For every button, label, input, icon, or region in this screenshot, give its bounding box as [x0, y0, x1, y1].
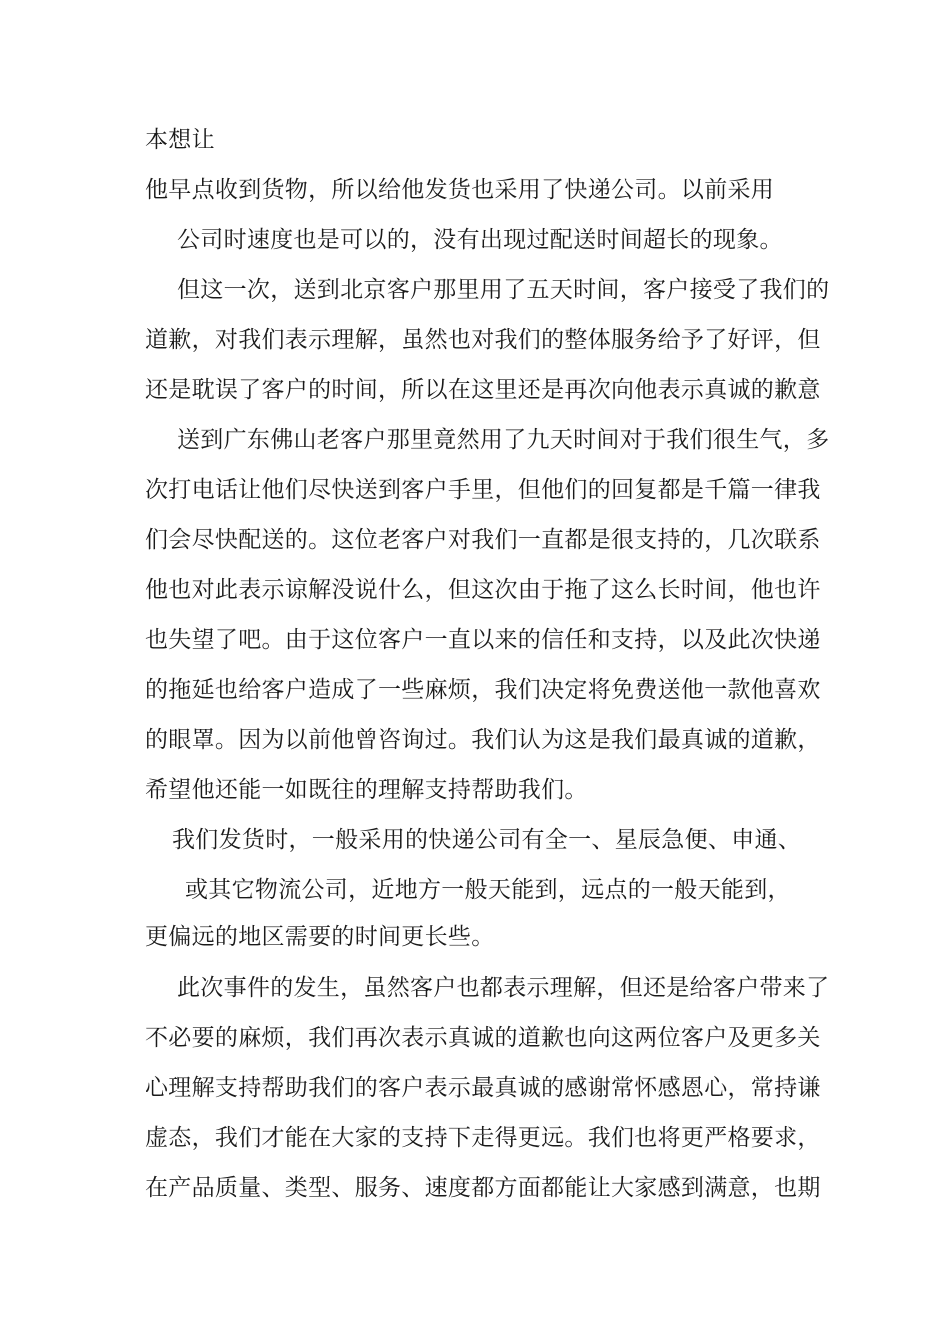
text-line-19: 不必要的麻烦，我们再次表示真诚的道歉也向这两位客户及更多关 — [145, 1025, 821, 1051]
text-line-4: 但这一次，送到北京客户那里用了五天时间，客户接受了我们的 — [177, 277, 830, 303]
text-line-18: 此次事件的发生，虽然客户也都表示理解，但还是给客户带来了 — [177, 975, 830, 1001]
text-line-8: 次打电话让他们尽快送到客户手里，但他们的回复都是千篇一律我 — [145, 477, 821, 503]
text-line-22: 在产品质量、类型、服务、速度都方面都能让大家感到满意，也期 — [145, 1175, 821, 1201]
text-line-10: 他也对此表示谅解没说什么，但这次由于拖了这么长时间，他也许 — [145, 577, 821, 603]
text-line-1: 本想让 — [145, 127, 215, 153]
text-line-9: 们会尽快配送的。这位老客户对我们一直都是很支持的，几次联系 — [145, 527, 821, 553]
text-line-14: 希望他还能一如既往的理解支持帮助我们。 — [145, 777, 588, 803]
text-line-15: 我们发货时，一般采用的快递公司有全一、星辰急便、申通、 — [172, 827, 802, 853]
text-line-12: 的拖延也给客户造成了一些麻烦，我们决定将免费送他一款他喜欢 — [145, 677, 821, 703]
text-line-7: 送到广东佛山老客户那里竟然用了九天时间对于我们很生气，多 — [177, 427, 830, 453]
text-line-16: 或其它物流公司，近地方一般天能到，远点的一般天能到， — [185, 877, 791, 903]
text-line-5: 道歉，对我们表示理解，虽然也对我们的整体服务给予了好评，但 — [145, 327, 821, 353]
text-line-13: 的眼罩。因为以前他曾咨询过。我们认为这是我们最真诚的道歉， — [145, 727, 821, 753]
text-line-2: 他早点收到货物，所以给他发货也采用了快递公司。以前采用 — [145, 177, 775, 203]
text-line-17: 更偏远的地区需要的时间更长些。 — [145, 924, 495, 950]
text-line-6: 还是耽误了客户的时间，所以在这里还是再次向他表示真诚的歉意 — [145, 377, 821, 403]
text-line-20: 心理解支持帮助我们的客户表示最真诚的感谢常怀感恩心，常持谦 — [145, 1075, 821, 1101]
text-line-3: 公司时速度也是可以的，没有出现过配送时间超长的现象。 — [177, 227, 783, 253]
text-line-21: 虚态，我们才能在大家的支持下走得更远。我们也将更严格要求， — [145, 1125, 821, 1151]
text-line-11: 也失望了吧。由于这位客户一直以来的信任和支持，以及此次快递 — [145, 627, 821, 653]
